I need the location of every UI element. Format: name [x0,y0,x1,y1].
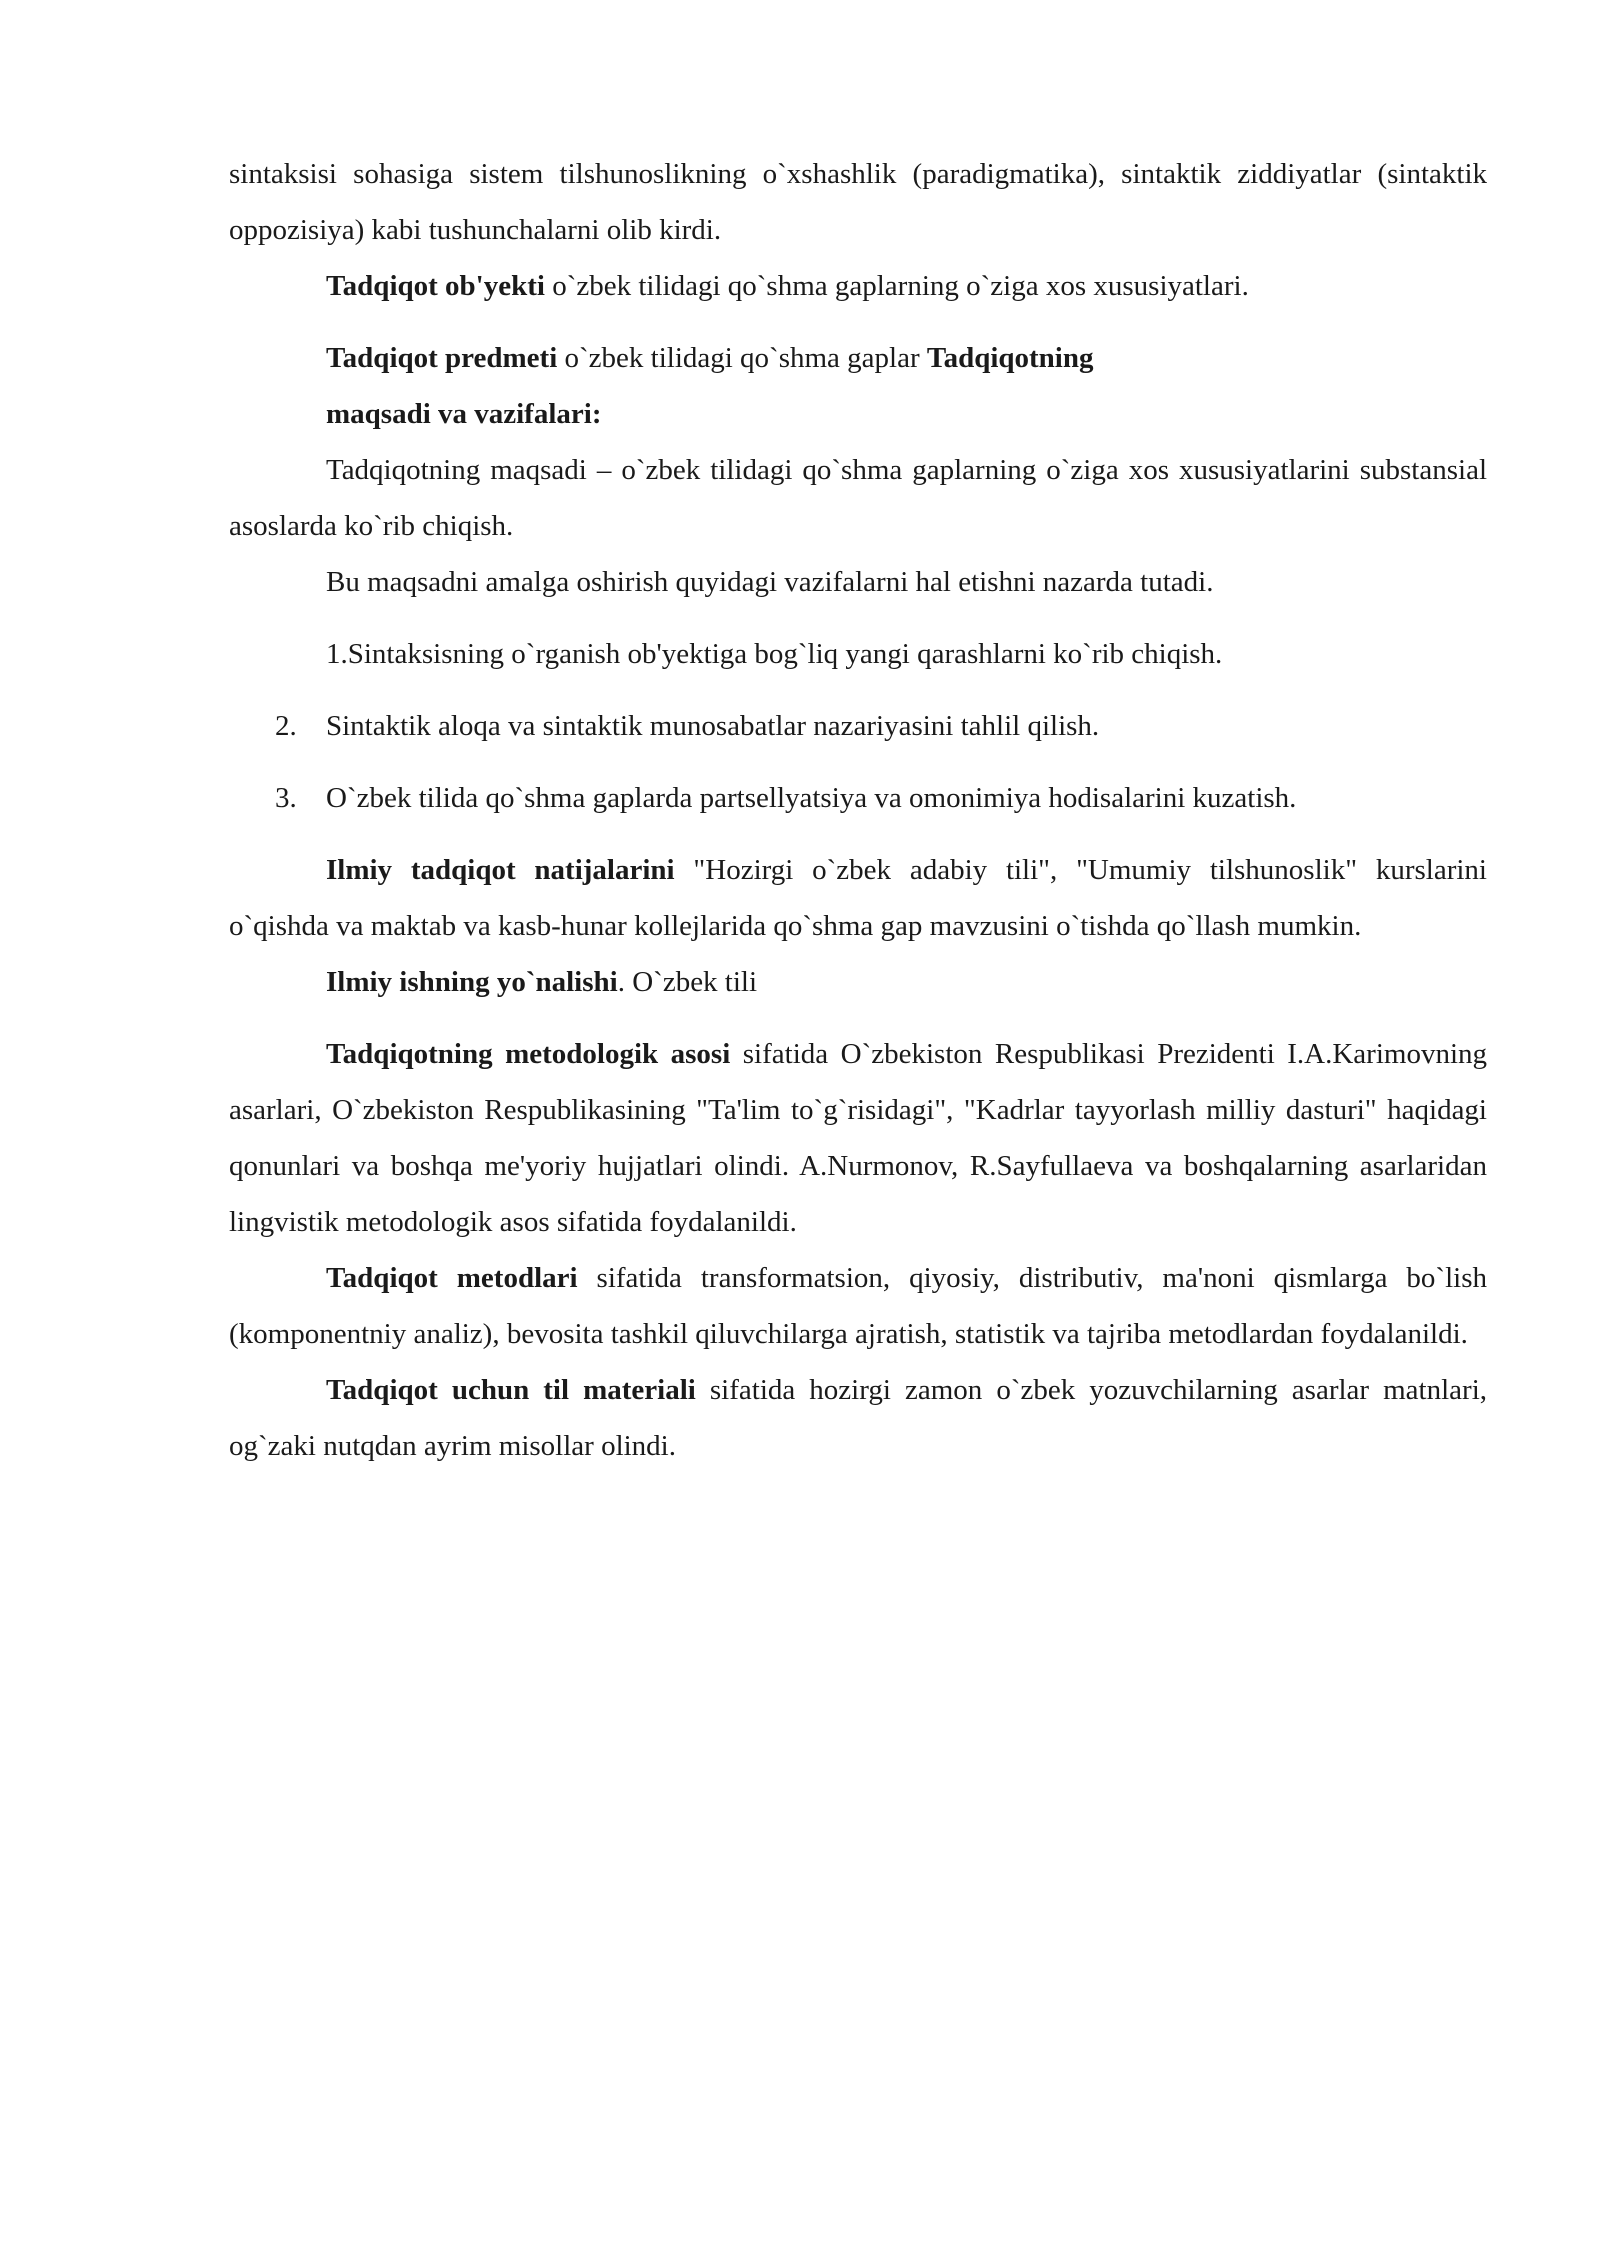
list-item-3 [229,770,1487,826]
heading-methods: Tadqiqot metodlari [326,1262,578,1294]
paragraph-results [229,842,1487,954]
text-methods: sifatida transformatsion, qiyosiy, distributiv, ma'noni qismlarga bo`lish (komponentniy analiz), bevosita tashkil qiluvchilarga ajratish, statistik va tajriba metodlardan foydalanildi. [229,1262,1487,1350]
heading-goal-part1: Tadqiqotning [926,342,1094,374]
heading-material: Tadqiqot uchun til materiali [326,1374,696,1406]
text-methodology: sifatida O`zbekiston Respublikasi Prezidenti I.A.Karimovning asarlari, O`zbekiston Respublikasining "Ta'lim to`g`risidagi", "Kadrlar tayyorlash milliy dasturi" haqidagi qonunlari va boshqa me'yoriy hujjatlari olindi. A.Nurmonov, R.Sayfullaeva va boshqalarning asarlaridan lingvistik metodologik asos sifatida foydalanildi. [229,1038,1488,1238]
paragraph-research-subject [229,330,1487,386]
heading-methodology: Tadqiqotning metodologik asosi [326,1038,731,1070]
paragraph-intro: sintaksisi sohasiga sistem tilshunoslikning o`xshashlik (paradigmatika), sintaktik ziddiyatlar (sintaktik oppozisiya) kabi tushunchalarni olib kirdi. [229,158,1487,246]
text-direction: . O`zbek tili [617,966,758,998]
list-item-2 [229,698,1487,754]
text-research-object: o`zbek tilidagi qo`shma gaplarning o`ziga xos xususiyatlari. [544,270,1249,302]
paragraph-tasks-intro: Bu maqsadni amalga oshirish quyidagi vazifalarni hal etishni nazarda tutadi. [326,566,1214,598]
paragraph-material [229,1362,1487,1474]
heading-results: Ilmiy tadqiqot natijalarini [326,854,675,886]
paragraph-methodology [229,1026,1487,1250]
heading-direction: Ilmiy ishning yo`nalishi [326,966,618,998]
text-results: "Hozirgi o`zbek adabiy tili", "Umumiy tilshunoslik" kurslarini o`qishda va maktab va kasb-hunar kollejlarida qo`shma gap mavzusini o`tishda qo`llash mumkin. [229,854,1487,942]
list-text-2: Sintaktik aloqa va sintaktik munosabatlar nazariyasini tahlil qilish. [326,710,1100,742]
paragraph-methods [229,1250,1487,1362]
list-number-2: 2. [275,710,297,742]
paragraph-direction [229,954,1487,1010]
paragraph-goal-heading [229,386,1487,442]
text-material: sifatida hozirgi zamon o`zbek yozuvchilarning asarlar matnlari, og`zaki nutqdan ayrim misollar olindi. [229,1374,1487,1462]
list-item-1: 1.Sintaksisning o`rganish ob'yektiga bog`liq yangi qarashlarni ko`rib chiqish. [326,638,1223,670]
text-research-subject: o`zbek tilidagi qo`shma gaplar [557,342,927,374]
list-text-3: O`zbek tilida qo`shma gaplarda partsellyatsiya va omonimiya hodisalarini kuzatish. [326,782,1297,814]
list-number-3: 3. [275,782,297,814]
heading-research-subject: Tadqiqot predmeti [326,342,558,374]
paragraph-research-object [229,258,1487,314]
document-page [229,146,1487,1474]
heading-goal-part2: maqsadi va vazifalari: [326,398,602,430]
heading-research-object: Tadqiqot ob'yekti [326,270,545,302]
paragraph-goal: Tadqiqotning maqsadi – o`zbek tilidagi qo`shma gaplarning o`ziga xos xususiyatlarini substansial asoslarda ko`rib chiqish. [229,454,1487,542]
